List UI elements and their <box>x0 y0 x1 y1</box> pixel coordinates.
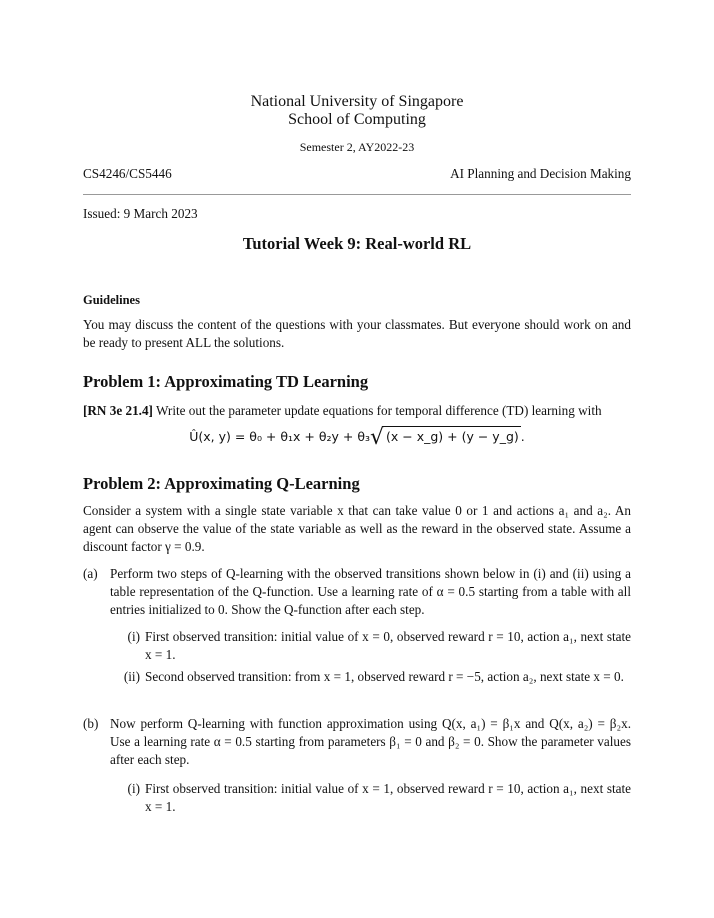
problem2-intro: Consider a system with a single state variable x that can take value 0 or 1 and actions a₁ and a₂. An agent can observe the value of the state variable as well as the reward in the observed state. Assume a discount factor γ = 0.9. <box>83 503 631 554</box>
equation-lhs: Û(x, y) = θ₀ + θ₁x + θ₂y + θ₃ <box>189 429 370 444</box>
issued-date: Issued: 9 March 2023 <box>83 206 198 221</box>
guidelines-text: You may discuss the content of the questions with your classmates. But everyone should work on and be ready to present ALL the solutions. <box>83 317 631 350</box>
semester: Semester 2, AY2022-23 <box>299 140 415 154</box>
part-a-ii-label: (ii) <box>123 669 140 684</box>
school-name: School of Computing <box>288 111 426 128</box>
td-equation <box>83 426 631 448</box>
equation-end: . <box>520 429 525 444</box>
part-b-label: (b) <box>83 716 99 731</box>
part-a-i <box>83 628 631 664</box>
equation-radicand: (x − x_g) + (y − y_g) <box>384 426 521 447</box>
part-b-i-text: First observed transition: initial value of x = 1, observed reward r = 10, action a₁, next state x = 1. <box>145 781 631 814</box>
part-a-i-label: (i) <box>127 629 140 644</box>
guidelines-heading: Guidelines <box>83 293 140 307</box>
course-row <box>83 165 631 183</box>
sqrt-symbol: √ <box>370 425 385 450</box>
course-name: AI Planning and Decision Making <box>450 166 631 181</box>
part-b <box>83 715 631 769</box>
part-a-label: (a) <box>83 566 98 581</box>
part-a-ii <box>83 668 631 686</box>
problem1-body: Write out the parameter update equations for temporal difference (TD) learning with <box>152 403 602 418</box>
problem2-heading: Problem 2: Approximating Q-Learning <box>83 474 360 493</box>
part-b-i-label: (i) <box>127 781 140 796</box>
part-a-i-text: First observed transition: initial value of x = 0, observed reward r = 10, action a₁, next state x = 1. <box>145 629 631 662</box>
header-divider <box>83 194 631 195</box>
part-a-text: Perform two steps of Q-learning with the observed transitions shown below in (i) and (ii) using a table representation of the Q-function. Use a learning rate of α = 0.5 starting from a table with all entries initialized to 0. Show the Q-function after each step. <box>110 566 631 617</box>
problem1-ref: [RN 3e 21.4] <box>83 403 153 418</box>
problem1-text <box>83 402 602 420</box>
course-code: CS4246/CS5446 <box>83 166 172 181</box>
page-title: Tutorial Week 9: Real-world RL <box>242 234 472 253</box>
part-a-ii-text: Second observed transition: from x = 1, observed reward r = −5, action a₂, next state x = 0. <box>145 669 624 684</box>
part-b-i <box>83 780 631 816</box>
part-a <box>83 565 631 619</box>
university-name: National University of Singapore <box>250 93 464 110</box>
part-b-text: Now perform Q-learning with function approximation using Q(x, a₁) = β₁x and Q(x, a₂) = β₂x. Use a learning rate α = 0.5 starting from parameters β₁ = 0 and β₂ = 0. Show the parameter values after each step. <box>110 716 631 767</box>
problem1-heading: Problem 1: Approximating TD Learning <box>83 372 369 391</box>
